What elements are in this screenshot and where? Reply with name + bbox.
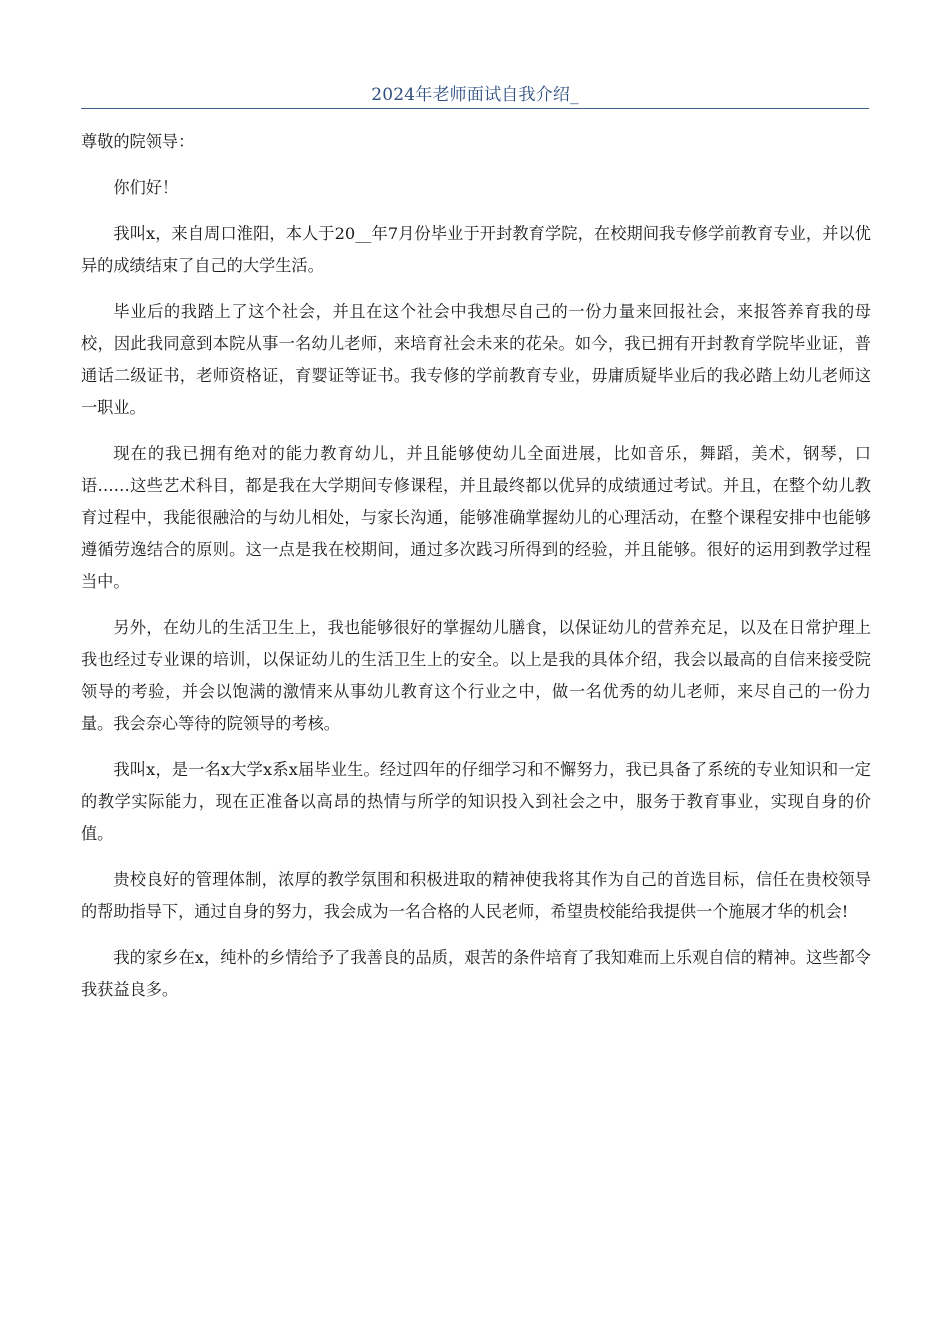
salutation: 尊敬的院领导： [81, 132, 195, 151]
document-body [81, 126, 871, 1020]
document-title: 2024年老师面试自我介绍_ [371, 85, 579, 105]
paragraph-greeting: 你们好！ [113, 178, 179, 197]
paragraph-second-intro: 我叫x，是一名x大学x系x届毕业生。经过四年的仔细学习和不懈努力，我已具备了系统的专业知识和一定的教学实际能力，现在正准备以高昂的热情与所学的知识投入到社会之中，服务于教育事业，实现自身的价值。 [81, 760, 871, 843]
document-header [81, 84, 869, 109]
paragraph-hygiene: 另外，在幼儿的生活卫生上，我也能够很好的掌握幼儿膳食，以保证幼儿的营养充足，以及在日常护理上我也经过专业课的培训，以保证幼儿的生活卫生上的安全。以上是我的具体介绍，我会以最高的自信来接受院领导的考验，并会以饱满的激情来从事幼儿教育这个行业之中，做一名优秀的幼儿老师，来尽自己的一份力量。我会奈心等待的院领导的考核。 [81, 618, 871, 733]
paragraph-school-goal: 贵校良好的管理体制，浓厚的教学氛围和积极进取的精神使我将其作为自己的首选目标，信任在贵校领导的帮助指导下，通过自身的努力，我会成为一名合格的人民老师，希望贵校能给我提供一个施展才华的机会! [81, 870, 871, 921]
paragraph-hometown: 我的家乡在x，纯朴的乡情给予了我善良的品质，艰苦的条件培育了我知难而上乐观自信的精神。这些都令我获益良多。 [81, 948, 871, 999]
paragraph-intro: 我叫x，来自周口淮阳，本人于20__年7月份毕业于开封教育学院，在校期间我专修学前教育专业，并以优异的成绩结束了自己的大学生活。 [81, 224, 871, 275]
paragraph-abilities: 现在的我已拥有绝对的能力教育幼儿，并且能够使幼儿全面进展，比如音乐，舞蹈，美术，钢琴，口语……这些艺术科目，都是我在大学期间专修课程，并且最终都以优异的成绩通过考试。并且，在整个幼儿教育过程中，我能很融洽的与幼儿相处，与家长沟通，能够准确掌握幼儿的心理活动，在整个课程安排中也能够遵循劳逸结合的原则。这一点是我在校期间，通过多次践习所得到的经验，并且能够。很好的运用到教学过程当中。 [81, 444, 871, 591]
paragraph-after-graduation: 毕业后的我踏上了这个社会，并且在这个社会中我想尽自己的一份力量来回报社会，来报答养育我的母校，因此我同意到本院从事一名幼儿老师，来培育社会未来的花朵。如今，我已拥有开封教育学院毕业证，普通话二级证书，老师资格证，育婴证等证书。我专修的学前教育专业，毋庸质疑毕业后的我必踏上幼儿老师这一职业。 [81, 302, 871, 417]
